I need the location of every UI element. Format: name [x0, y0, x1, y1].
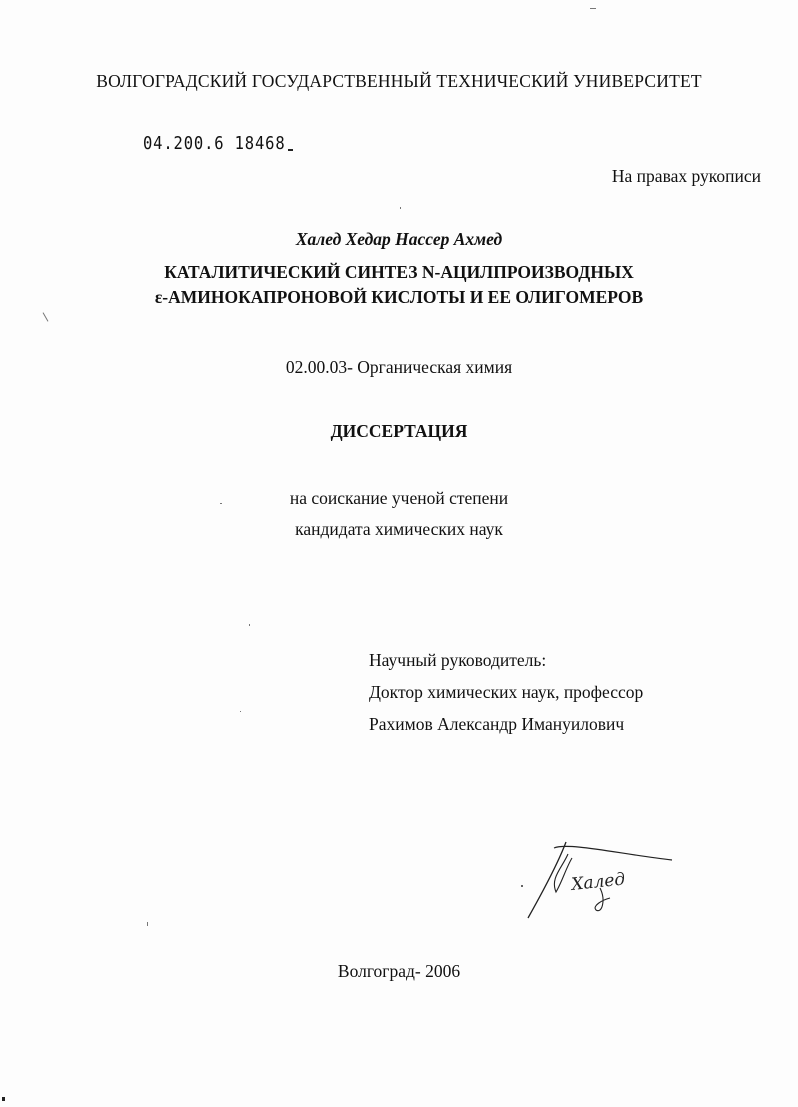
title-line-2: ε-АМИНОКАПРОНОВОЙ КИСЛОТЫ И ЕЕ ОЛИГОМЕРОВ — [154, 287, 644, 307]
scan-speck — [43, 312, 49, 321]
signature-text: Халед — [570, 869, 627, 895]
title-line-1: КАТАЛИТИЧЕСКИЙ СИНТЕЗ N-АЦИЛПРОИЗВОДНЫХ — [164, 262, 634, 282]
scan-speck — [288, 149, 293, 151]
city-and-year: Волгоград- 2006 — [337, 961, 461, 981]
document-type-heading: ДИССЕРТАЦИЯ — [330, 421, 468, 441]
author-name: Халед Хедар Нассер Ахмед — [295, 229, 503, 249]
dissertation-title — [0, 260, 798, 310]
scan-speck — [147, 922, 148, 926]
advisor-label: Научный руководитель: — [369, 650, 547, 670]
scan-speck — [240, 711, 241, 712]
scan-speck — [400, 207, 401, 209]
degree-line-2: кандидата химических наук — [295, 519, 503, 539]
scan-speck — [590, 8, 596, 9]
specialty-code: 02.00.03- Органическая химия — [285, 357, 513, 377]
registration-stamp: 04.200.6 18468 — [143, 133, 286, 154]
author-signature — [510, 838, 680, 928]
advisor-name: Рахимов Александр Имануилович — [369, 714, 625, 734]
university-name: ВОЛГОГРАДСКИЙ ГОСУДАРСТВЕННЫЙ ТЕХНИЧЕСКИЙ УНИВЕРСИТЕТ — [96, 71, 702, 91]
scan-speck — [249, 624, 250, 626]
degree-statement — [0, 483, 798, 545]
scientific-advisor-block — [369, 644, 643, 740]
advisor-rank: Доктор химических наук, профессор — [369, 682, 644, 702]
scan-speck — [2, 1097, 5, 1101]
degree-line-1: на соискание ученой степени — [289, 488, 509, 508]
scan-speck — [220, 503, 222, 504]
manuscript-rights-note: На правах рукописи — [611, 166, 761, 186]
